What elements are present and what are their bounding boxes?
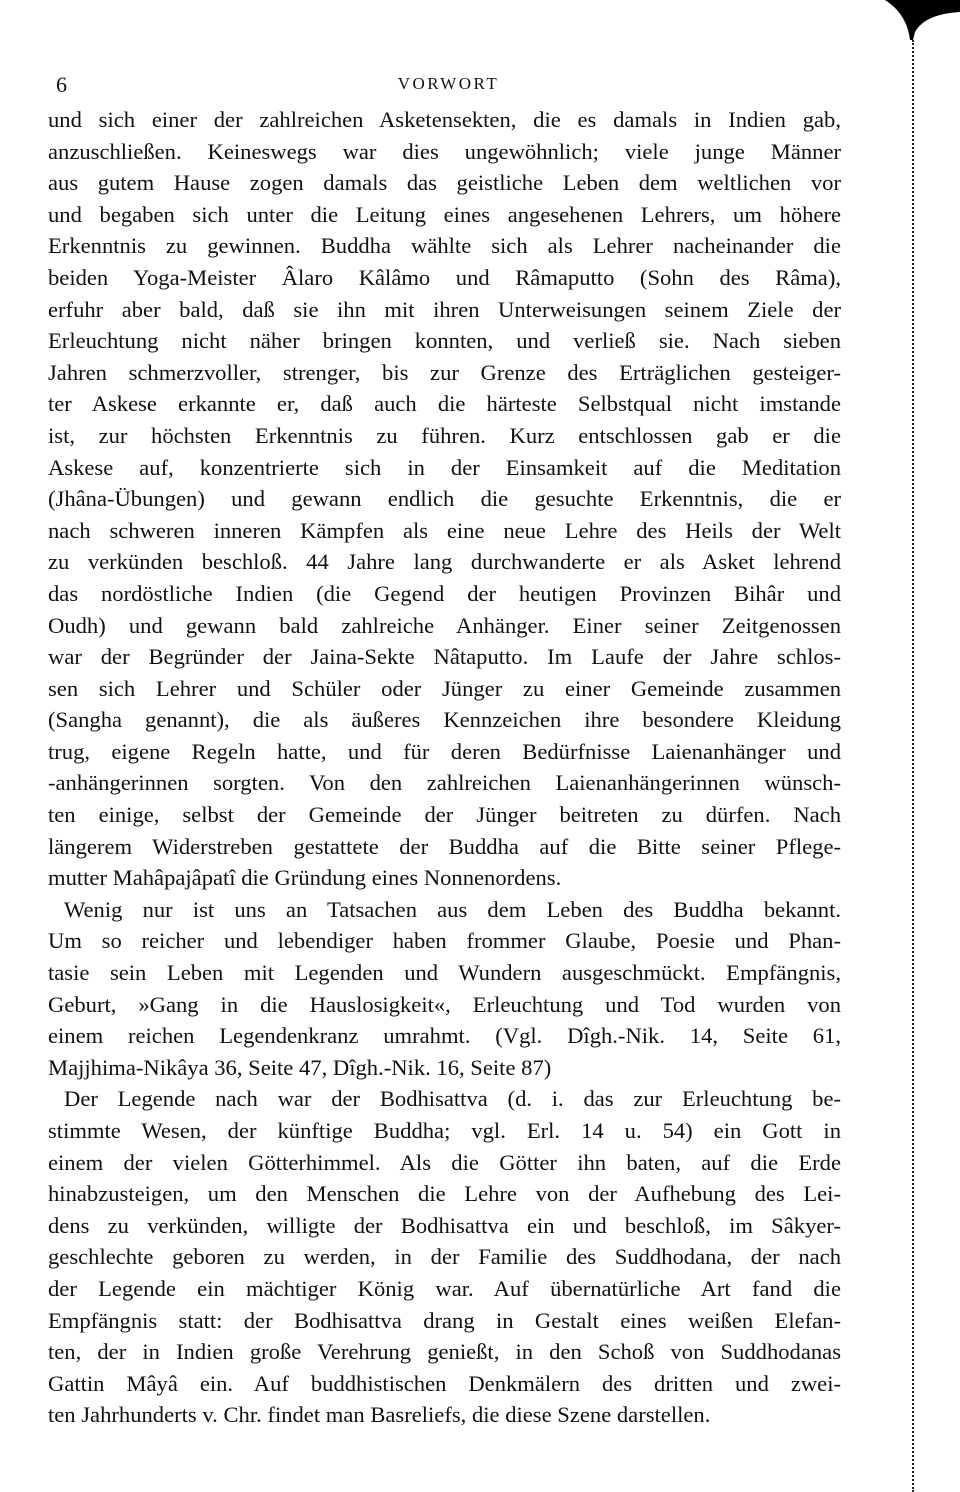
page-header [56,72,841,102]
text-line: Jahren schmerzvoller, strenger, bis zur Grenze des Erträglichen gesteiger- [48,359,841,385]
text-line: Erleuchtung nicht näher bringen konnten, und verließ sie. Nach sieben [48,328,841,354]
text-line: längerem Widerstreben gestattete der Buddha auf die Bitte seiner Pflege- [48,833,841,859]
page-number: 6 [56,72,67,97]
text-line: ten, der in Indien große Verehrung genießt, in den Schoß von Suddhodanas [48,1339,841,1365]
text-line: einem der vielen Götterhimmel. Als die Götter ihn baten, auf die Erde [48,1149,841,1175]
text-line: Empfängnis statt: der Bodhisattva drang in Gestalt eines weißen Elefan- [48,1307,841,1333]
text-line: nach schweren inneren Kämpfen als eine neue Lehre des Heils der Welt [48,517,841,543]
text-line: ten Jahrhunderts v. Chr. findet man Basreliefs, die diese Szene darstellen. [48,1402,711,1428]
text-line: stimmte Wesen, der künftige Buddha; vgl. Erl. 14 u. 54) ein Gott in [48,1118,841,1143]
text-line: Der Legende nach war der Bodhisattva (d. i. das zur Erleuchtung be- [64,1086,841,1112]
paragraph [48,104,841,894]
text-line: einem reichen Legendenkranz umrahmt. (Vgl. Dîgh.-Nik. 14, Seite 61, [48,1023,841,1049]
text-line: beiden Yoga-Meister Âlaro Kâlâmo und Râmaputto (Sohn des Râma), [48,264,841,290]
text-line: (Jhâna-Übungen) und gewann endlich die gesuchte Erkenntnis, die er [48,486,841,512]
text-line: und sich einer der zahlreichen Asketensekten, die es damals in Indien gab, [48,107,841,132]
body-text [48,104,841,1431]
text-line: zu verkünden beschloß. 44 Jahre lang durchwanderte er als Asket lehrend [48,549,841,575]
text-line: Um so reicher und lebendiger haben frommer Glaube, Poesie und Phan- [48,928,841,954]
text-line: Majjhima-Nikâya 36, Seite 47, Dîgh.-Nik. 16, Seite 87) [48,1054,552,1080]
text-line: geschlechte geboren zu werden, in der Familie des Suddhodana, der nach [48,1244,841,1270]
text-line: (Sangha genannt), die als äußeres Kennzeichen ihre besondere Kleidung [48,707,841,733]
text-line: Askese auf, konzentrierte sich in der Einsamkeit auf die Meditation [48,454,841,480]
text-line: erfuhr aber bald, daß sie ihn mit ihren Unterweisungen seinem Ziele der [48,296,841,322]
page-corner-shadow [885,0,960,40]
text-line: hinabzusteigen, um den Menschen die Lehre von der Aufhebung des Lei- [48,1181,841,1207]
paragraph [48,894,841,1084]
text-line: das nordöstliche Indien (die Gegend der heutigen Provinzen Bihâr und [48,580,841,606]
text-line: anzuschließen. Keineswegs war dies ungewöhnlich; viele junge Männer [48,138,841,164]
text-line: trug, eigene Regeln hatte, und für deren Bedürfnisse Laienanhänger und [48,738,841,764]
page-edge-line [912,40,914,1492]
text-line: sen sich Lehrer und Schüler oder Jünger zu einer Gemeinde zusammen [48,675,841,701]
text-line: Erkenntnis zu gewinnen. Buddha wählte sich als Lehrer nacheinander die [48,233,841,259]
text-line: ter Askese erkannte er, daß auch die härteste Selbstqual nicht imstande [48,391,841,417]
text-line: ist, zur höchsten Erkenntnis zu führen. Kurz entschlossen gab er die [48,422,841,448]
text-line: -anhängerinnen sorgten. Von den zahlreichen Laienanhängerinnen wünsch- [48,770,841,796]
paragraph [48,1083,841,1431]
text-line: war der Begründer der Jaina-Sekte Nâtaputto. Im Laufe der Jahre schlos- [48,644,841,670]
text-line: Wenig nur ist uns an Tatsachen aus dem Leben des Buddha bekannt. [64,896,841,922]
text-line: und begaben sich unter die Leitung eines angesehenen Lehrers, um höhere [48,201,841,227]
text-line: mutter Mahâpajâpatî die Gründung eines Nonnenordens. [48,865,562,891]
text-line: Gattin Mâyâ ein. Auf buddhistischen Denkmälern des dritten und zwei- [48,1370,841,1396]
text-line: Geburt, »Gang in die Hauslosigkeit«, Erleuchtung und Tod wurden von [48,991,841,1017]
text-line: der Legende ein mächtiger König war. Auf übernatürliche Art fand die [48,1275,841,1301]
text-line: tasie sein Leben mit Legenden und Wundern ausgeschmückt. Empfängnis, [48,960,841,986]
text-line: dens zu verkünden, willigte der Bodhisattva ein und beschloß, im Sâkyer- [48,1212,841,1238]
text-line: ten einige, selbst der Gemeinde der Jünger beitreten zu dürfen. Nach [48,802,841,828]
running-head: VORWORT [397,74,500,93]
text-line: aus gutem Hause zogen damals das geistliche Leben dem weltlichen vor [48,170,841,196]
text-line: Oudh) und gewann bald zahlreiche Anhänger. Einer seiner Zeitgenossen [48,612,841,638]
